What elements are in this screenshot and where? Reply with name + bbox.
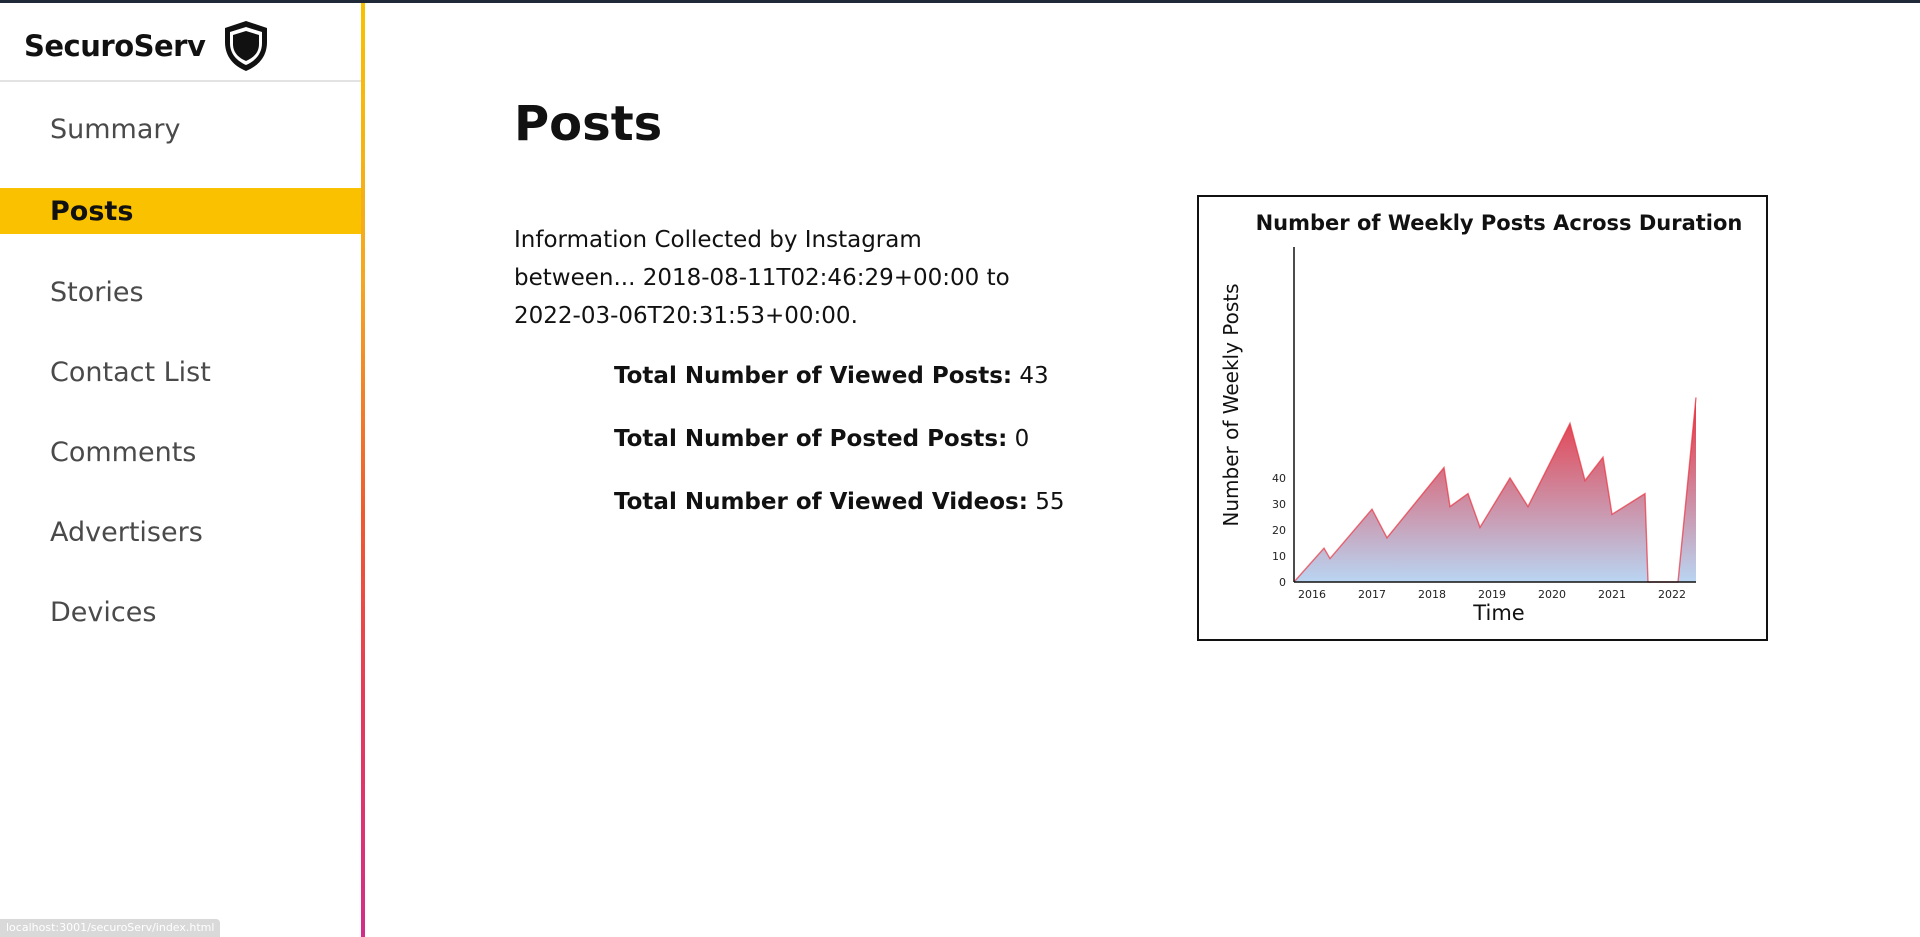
sidebar-gradient-border bbox=[361, 3, 365, 937]
page-title: Posts bbox=[514, 96, 663, 152]
stat-value: 0 bbox=[1014, 426, 1030, 452]
stat-value: 55 bbox=[1035, 489, 1065, 515]
stat-viewed-videos bbox=[614, 489, 1064, 515]
x-tick-label: 2022 bbox=[1658, 588, 1686, 601]
shield-icon bbox=[223, 20, 269, 72]
x-axis-label: Time bbox=[1473, 601, 1525, 625]
x-tick-label: 2020 bbox=[1538, 588, 1566, 601]
x-tick-label: 2021 bbox=[1598, 588, 1626, 601]
x-tick-label: 2019 bbox=[1478, 588, 1506, 601]
stat-label: Total Number of Posted Posts: bbox=[614, 426, 1008, 452]
sidebar bbox=[0, 3, 361, 937]
x-tick-label: 2017 bbox=[1358, 588, 1386, 601]
weekly-posts-chart bbox=[1197, 195, 1768, 641]
stat-viewed-posts bbox=[614, 363, 1049, 389]
sidebar-item-comments[interactable]: Comments bbox=[50, 436, 197, 468]
y-tick-label: 30 bbox=[1272, 498, 1286, 511]
collection-info: Information Collected by Instagram between... 2018-08-11T02:46:29+00:00 to 2022-03-06T20:31:53+00:00. bbox=[514, 227, 1010, 329]
stat-value: 43 bbox=[1019, 363, 1049, 389]
x-tick-label: 2016 bbox=[1298, 588, 1326, 601]
chart-svg bbox=[1199, 197, 1766, 639]
y-tick-label: 0 bbox=[1279, 576, 1286, 589]
y-tick-label: 20 bbox=[1272, 524, 1286, 537]
stat-posted-posts bbox=[614, 426, 1029, 452]
x-tick-label: 2018 bbox=[1418, 588, 1446, 601]
status-url-tooltip: localhost:3001/securoServ/index.html bbox=[0, 919, 220, 937]
brand[interactable] bbox=[24, 13, 269, 79]
y-tick-label: 10 bbox=[1272, 550, 1286, 563]
sidebar-item-contact-list[interactable]: Contact List bbox=[50, 356, 211, 388]
brand-divider bbox=[0, 80, 361, 82]
y-axis-label: Number of Weekly Posts bbox=[1219, 283, 1243, 527]
sidebar-item-stories[interactable]: Stories bbox=[50, 276, 144, 308]
sidebar-item-summary[interactable]: Summary bbox=[50, 113, 181, 145]
stat-label: Total Number of Viewed Posts: bbox=[614, 363, 1013, 389]
sidebar-item-posts[interactable]: Posts bbox=[0, 188, 361, 234]
sidebar-item-advertisers[interactable]: Advertisers bbox=[50, 516, 203, 548]
chart-title: Number of Weekly Posts Across Duration bbox=[1255, 211, 1743, 235]
stat-label: Total Number of Viewed Videos: bbox=[614, 489, 1028, 515]
sidebar-item-devices[interactable]: Devices bbox=[50, 596, 157, 628]
brand-name: SecuroServ bbox=[24, 29, 206, 63]
y-tick-label: 40 bbox=[1272, 472, 1286, 485]
chart-area bbox=[1294, 397, 1696, 582]
